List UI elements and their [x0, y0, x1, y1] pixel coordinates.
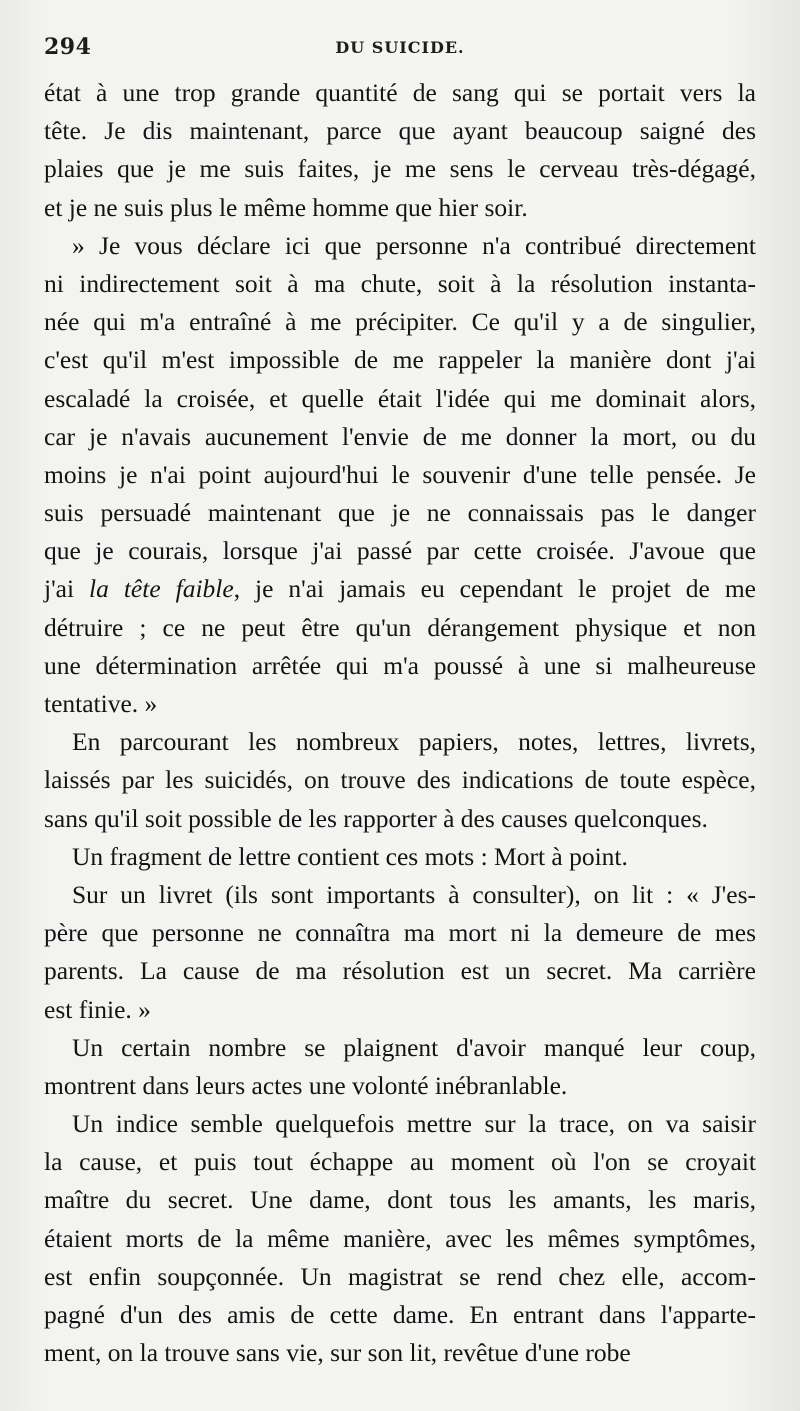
- text-fragment: , je n'ai jamais eu cependant le projet de me: [233, 574, 756, 604]
- text-line: suis persuadé maintenant que je ne connaissais pas le danger: [44, 498, 756, 528]
- text-line: étaient morts de la même manière, avec les mêmes symptômes,: [44, 1223, 756, 1253]
- text-line: est enfin soupçonnée. Un magistrat se rend chez elle, accom-: [44, 1261, 756, 1291]
- text-line: tête. Je dis maintenant, parce que ayant beaucoup saigné des: [44, 116, 756, 146]
- running-head: [44, 32, 756, 62]
- text-line: laissés par les suicidés, on trouve des indications de toute espèce,: [44, 765, 756, 795]
- text-line: moins je n'ai point aujourd'hui le souvenir d'une telle pensée. Je: [44, 459, 756, 489]
- text-line: la cause, et puis tout échappe au moment où l'on se croyait: [44, 1147, 756, 1177]
- text-line: née qui m'a entraîné à me précipiter. Ce qu'il y a de singulier,: [44, 307, 756, 337]
- text-line: détruire ; ce ne peut être qu'un dérangement physique et non: [44, 612, 756, 642]
- text-line: » Je vous déclare ici que personne n'a contribué directement: [72, 230, 756, 260]
- text-line: tentative. »: [44, 689, 158, 718]
- page-number: 294: [44, 34, 92, 60]
- text-line: plaies que je me suis faites, je me sens le cerveau très-dégagé,: [44, 154, 756, 184]
- body-text: [44, 74, 756, 1372]
- text-line: pagné d'un des amis de cette dame. En entrant dans l'apparte-: [44, 1300, 756, 1329]
- text-line: Sur un livret (ils sont importants à consulter), on lit : « J'es-: [72, 879, 756, 909]
- text-line: Un indice semble quelquefois mettre sur la trace, on va saisir: [72, 1109, 756, 1139]
- text-line: sans qu'il soit possible de les rapporter à des causes quelconques.: [44, 803, 708, 833]
- running-title: DU SUICIDE.: [335, 38, 465, 57]
- italic-emphasis: la tête faible: [89, 574, 234, 604]
- text-fragment: j'ai: [44, 574, 90, 604]
- text-line: montrent dans leurs actes une volonté inébranlable.: [44, 1070, 568, 1100]
- text-line: escaladé la croisée, et quelle était l'idée qui me dominait alors,: [44, 383, 756, 413]
- text-line: une détermination arrêtée qui m'a poussé à une si malheureuse: [44, 650, 756, 680]
- text-line: [44, 570, 756, 608]
- text-line: père que personne ne connaîtra ma mort ni la demeure de mes: [44, 918, 756, 948]
- text-line: et je ne suis plus le même homme que hier soir.: [44, 192, 528, 222]
- text-line: état à une trop grande quantité de sang qui se portait vers la: [44, 78, 756, 107]
- text-line: maître du secret. Une dame, dont tous les amants, les maris,: [44, 1185, 756, 1215]
- text-line: parents. La cause de ma résolution est un secret. Ma carrière: [44, 956, 756, 986]
- text-line: En parcourant les nombreux papiers, notes, lettres, livrets,: [72, 727, 756, 757]
- text-line: est finie. »: [44, 994, 151, 1024]
- text-line: ment, on la trouve sans vie, sur son lit, revêtue d'une robe: [44, 1338, 631, 1368]
- text-line: que je courais, lorsque j'ai passé par cette croisée. J'avoue que: [44, 536, 756, 566]
- text-line: ni indirectement soit à ma chute, soit à la résolution instanta-: [44, 268, 756, 298]
- text-line: Un fragment de lettre contient ces mots : Mort à point.: [72, 841, 628, 871]
- text-line: Un certain nombre se plaignent d'avoir manqué leur coup,: [72, 1032, 756, 1062]
- text-line: c'est qu'il m'est impossible de me rappeler la manière dont j'ai: [44, 345, 756, 375]
- text-line: car je n'avais aucunement l'envie de me donner la mort, ou du: [44, 421, 756, 451]
